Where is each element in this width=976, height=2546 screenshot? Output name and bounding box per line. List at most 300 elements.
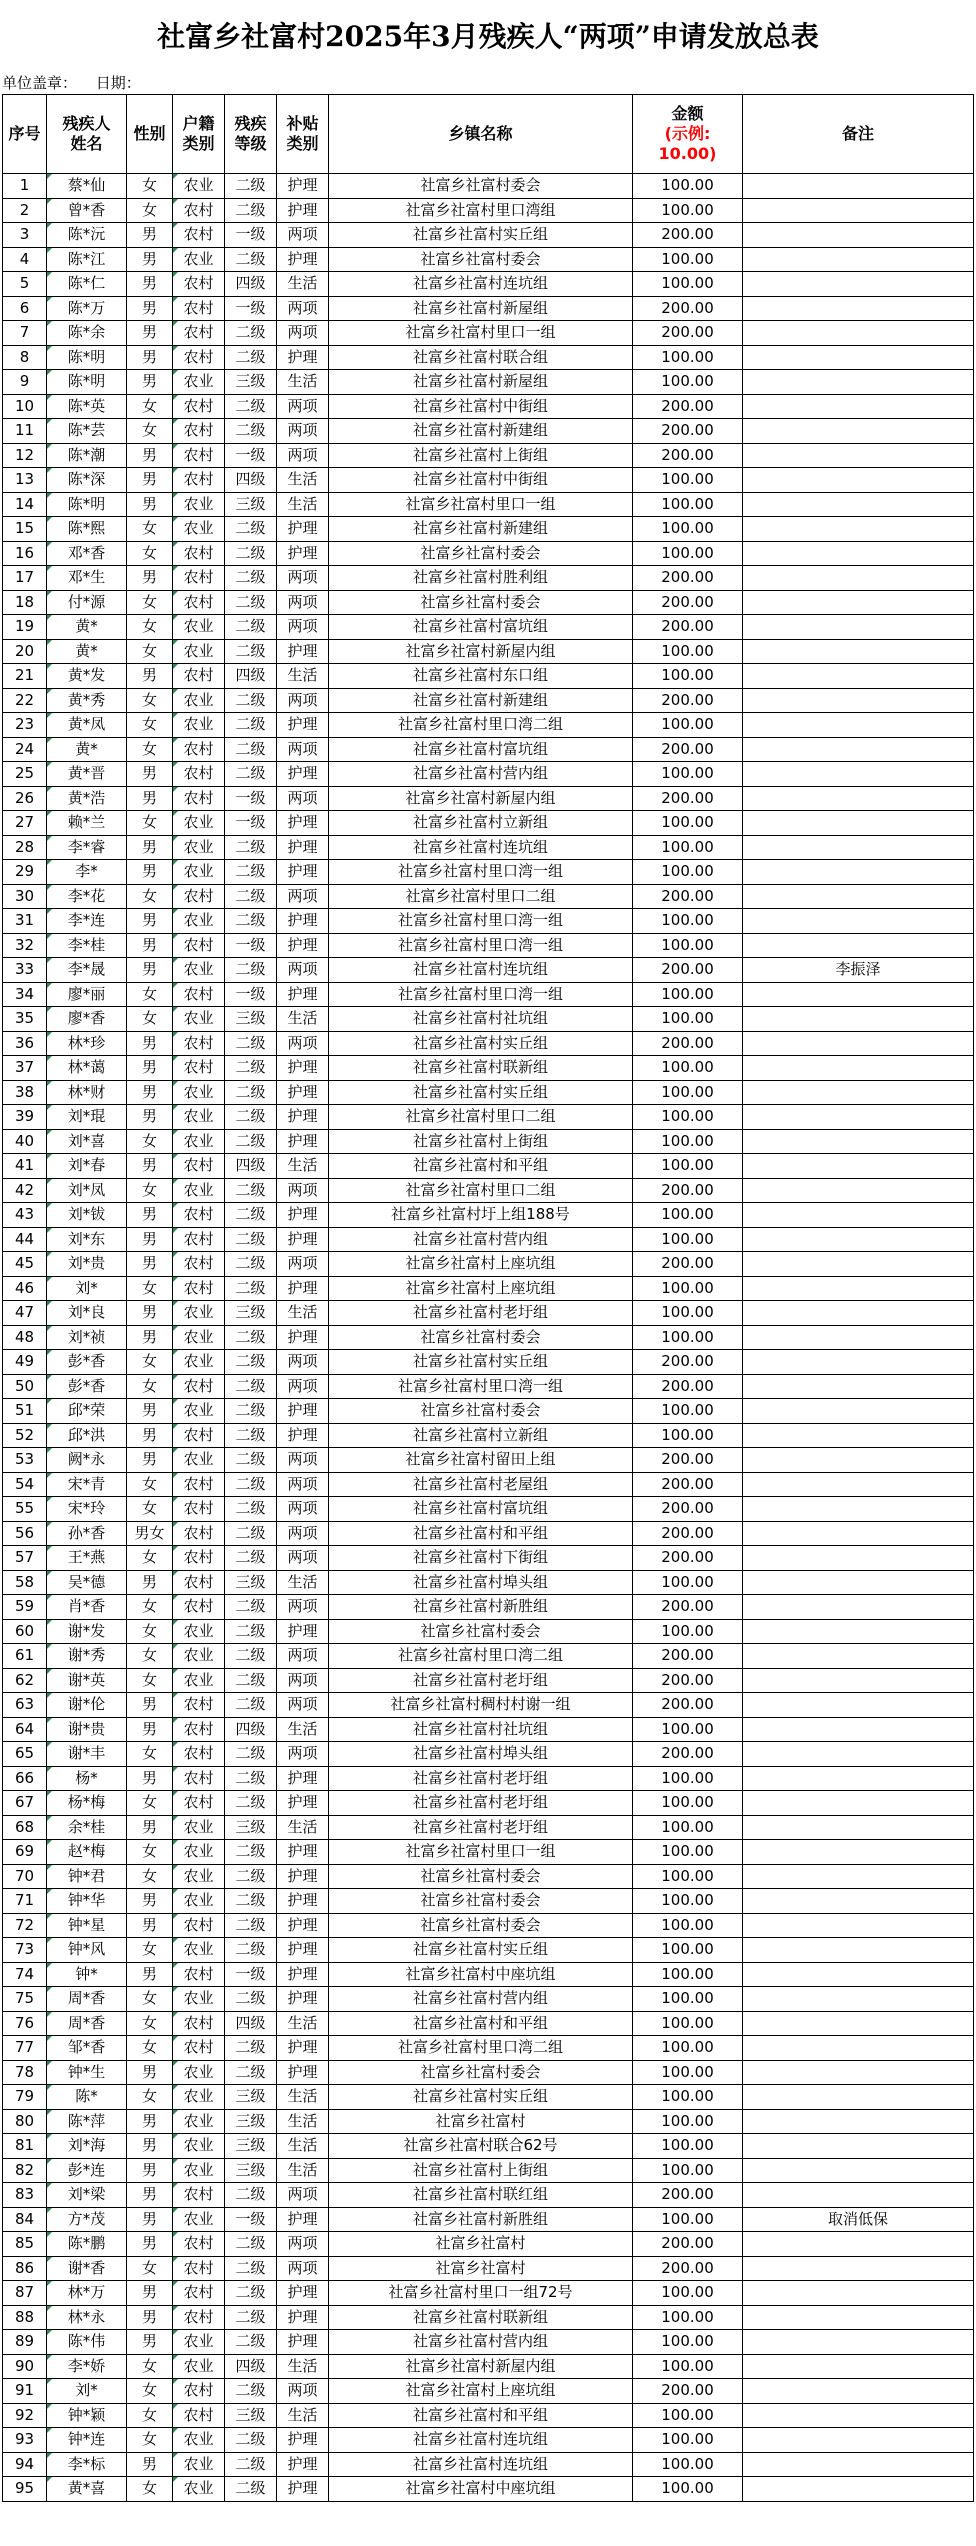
cell-town: 社富乡社富村和平组 (329, 1521, 633, 1546)
cell-gender: 女 (127, 1497, 173, 1522)
cell-amount: 100.00 (633, 1619, 743, 1644)
cell-seq: 94 (3, 2452, 47, 2477)
cell-amount: 200.00 (633, 884, 743, 909)
cell-note (743, 835, 974, 860)
cell-note (743, 1546, 974, 1571)
cell-hukou: 农村 (173, 1717, 225, 1742)
cell-hukou: 农村 (173, 2036, 225, 2061)
cell-note (743, 2158, 974, 2183)
cell-seq: 11 (3, 419, 47, 444)
cell-hukou: 农业 (173, 1938, 225, 1963)
cell-hukou: 农村 (173, 1570, 225, 1595)
cell-amount: 100.00 (633, 2281, 743, 2306)
cell-seq: 1 (3, 174, 47, 199)
table-row (3, 1203, 974, 1228)
cell-level: 二级 (225, 1056, 277, 1081)
cell-gender: 男 (127, 1717, 173, 1742)
cell-amount: 100.00 (633, 2060, 743, 2085)
cell-hukou: 农业 (173, 2428, 225, 2453)
cell-gender: 男 (127, 1301, 173, 1326)
cell-level: 一级 (225, 2207, 277, 2232)
cell-level: 二级 (225, 1668, 277, 1693)
cell-amount: 200.00 (633, 1497, 743, 1522)
cell-name: 钟* (47, 1962, 127, 1987)
cell-subsidy: 两项 (277, 2183, 329, 2208)
cell-subsidy: 生活 (277, 1717, 329, 1742)
cell-level: 二级 (225, 1105, 277, 1130)
cell-amount: 100.00 (633, 1815, 743, 1840)
cell-name: 刘*海 (47, 2134, 127, 2159)
cell-name: 付*源 (47, 590, 127, 615)
cell-seq: 8 (3, 345, 47, 370)
cell-note (743, 1913, 974, 1938)
cell-hukou: 农村 (173, 1595, 225, 1620)
cell-name: 李* (47, 860, 127, 885)
cell-note: 取消低保 (743, 2207, 974, 2232)
cell-seq: 13 (3, 468, 47, 493)
cell-seq: 92 (3, 2403, 47, 2428)
cell-seq: 9 (3, 370, 47, 395)
cell-gender: 女 (127, 1546, 173, 1571)
cell-seq: 80 (3, 2109, 47, 2134)
cell-gender: 男 (127, 1203, 173, 1228)
cell-subsidy: 护理 (277, 933, 329, 958)
cell-seq: 6 (3, 296, 47, 321)
cell-amount: 100.00 (633, 1276, 743, 1301)
cell-name: 李*娇 (47, 2354, 127, 2379)
cell-amount: 200.00 (633, 321, 743, 346)
cell-gender: 女 (127, 1595, 173, 1620)
cell-gender: 男 (127, 443, 173, 468)
cell-subsidy: 护理 (277, 1889, 329, 1914)
cell-town: 社富乡社富村连坑组 (329, 835, 633, 860)
cell-seq: 4 (3, 247, 47, 272)
cell-hukou: 农村 (173, 1766, 225, 1791)
cell-hukou: 农村 (173, 2011, 225, 2036)
cell-name: 孙*香 (47, 1521, 127, 1546)
cell-gender: 男 (127, 2232, 173, 2257)
cell-amount: 200.00 (633, 1448, 743, 1473)
cell-hukou: 农业 (173, 639, 225, 664)
cell-seq: 32 (3, 933, 47, 958)
header-amount-line1: 金额 (671, 104, 704, 123)
header-town: 乡镇名称 (329, 95, 633, 174)
cell-town: 社富乡社富村老屋组 (329, 1472, 633, 1497)
cell-note (743, 1595, 974, 1620)
header-amount-example: (示例: (664, 124, 711, 143)
cell-town: 社富乡社富村营内组 (329, 1987, 633, 2012)
cell-seq: 58 (3, 1570, 47, 1595)
cell-subsidy: 护理 (277, 1913, 329, 1938)
cell-level: 三级 (225, 1815, 277, 1840)
cell-level: 二级 (225, 1203, 277, 1228)
cell-town: 社富乡社富村埠头组 (329, 1742, 633, 1767)
cell-name: 陈* (47, 2085, 127, 2110)
cell-amount: 100.00 (633, 2428, 743, 2453)
cell-name: 邱*洪 (47, 1423, 127, 1448)
cell-name: 方*茂 (47, 2207, 127, 2232)
cell-level: 二级 (225, 1619, 277, 1644)
table-row (3, 1987, 974, 2012)
cell-level: 二级 (225, 1423, 277, 1448)
cell-note (743, 982, 974, 1007)
cell-seq: 36 (3, 1031, 47, 1056)
cell-note (743, 1423, 974, 1448)
cell-hukou: 农村 (173, 2305, 225, 2330)
cell-level: 二级 (225, 1031, 277, 1056)
cell-gender: 男 (127, 2158, 173, 2183)
cell-town: 社富乡社富村上街组 (329, 443, 633, 468)
cell-amount: 200.00 (633, 419, 743, 444)
cell-name: 黄*喜 (47, 2477, 127, 2502)
cell-name: 刘*春 (47, 1154, 127, 1179)
table-row (3, 1301, 974, 1326)
cell-gender: 男 (127, 1252, 173, 1277)
cell-town: 社富乡社富村圩上组188号 (329, 1203, 633, 1228)
cell-level: 二级 (225, 590, 277, 615)
cell-subsidy: 护理 (277, 2036, 329, 2061)
cell-town: 社富乡社富村和平组 (329, 2403, 633, 2428)
cell-gender: 女 (127, 2403, 173, 2428)
table-row (3, 1742, 974, 1767)
cell-gender: 男 (127, 2452, 173, 2477)
table-row (3, 2256, 974, 2281)
cell-hukou: 农业 (173, 2085, 225, 2110)
cell-name: 刘*梁 (47, 2183, 127, 2208)
table-row (3, 688, 974, 713)
table-row (3, 1668, 974, 1693)
cell-amount: 200.00 (633, 1178, 743, 1203)
cell-name: 廖*香 (47, 1007, 127, 1032)
cell-town: 社富乡社富村联合组 (329, 345, 633, 370)
cell-level: 二级 (225, 394, 277, 419)
cell-subsidy: 护理 (277, 541, 329, 566)
cell-town: 社富乡社富村里口二组 (329, 1178, 633, 1203)
cell-subsidy: 护理 (277, 1840, 329, 1865)
cell-subsidy: 生活 (277, 1007, 329, 1032)
cell-name: 陈*伟 (47, 2330, 127, 2355)
cell-gender: 男 (127, 1325, 173, 1350)
cell-town: 社富乡社富村富坑组 (329, 615, 633, 640)
cell-subsidy: 护理 (277, 762, 329, 787)
cell-note (743, 1570, 974, 1595)
cell-level: 二级 (225, 1521, 277, 1546)
cell-name: 宋*玲 (47, 1497, 127, 1522)
cell-name: 李*标 (47, 2452, 127, 2477)
cell-hukou: 农业 (173, 615, 225, 640)
cell-level: 一级 (225, 223, 277, 248)
cell-hukou: 农村 (173, 1203, 225, 1228)
cell-gender: 女 (127, 1938, 173, 1963)
cell-amount: 100.00 (633, 762, 743, 787)
cell-note (743, 321, 974, 346)
cell-subsidy: 两项 (277, 2232, 329, 2257)
table-row (3, 664, 974, 689)
cell-level: 二级 (225, 860, 277, 885)
cell-hukou: 农村 (173, 2281, 225, 2306)
table-row (3, 492, 974, 517)
cell-note (743, 1105, 974, 1130)
cell-name: 钟*华 (47, 1889, 127, 1914)
cell-town: 社富乡社富村新屋组 (329, 296, 633, 321)
cell-gender: 男 (127, 223, 173, 248)
table-row (3, 2036, 974, 2061)
cell-subsidy: 两项 (277, 1644, 329, 1669)
cell-name: 刘* (47, 1276, 127, 1301)
table-row (3, 2011, 974, 2036)
cell-name: 林*珍 (47, 1031, 127, 1056)
cell-note (743, 1693, 974, 1718)
table-row (3, 2477, 974, 2502)
table-row (3, 541, 974, 566)
cell-level: 二级 (225, 1889, 277, 1914)
cell-note (743, 174, 974, 199)
cell-note (743, 1497, 974, 1522)
header-name-line1: 残疾人 (62, 114, 111, 133)
cell-amount: 100.00 (633, 2403, 743, 2428)
disability-subsidy-table-wrapper (2, 94, 973, 2502)
cell-subsidy: 护理 (277, 1962, 329, 1987)
cell-level: 二级 (225, 1399, 277, 1424)
cell-level: 三级 (225, 2109, 277, 2134)
cell-amount: 100.00 (633, 1570, 743, 1595)
cell-name: 赵*梅 (47, 1840, 127, 1865)
cell-level: 二级 (225, 1644, 277, 1669)
cell-amount: 200.00 (633, 737, 743, 762)
cell-hukou: 农村 (173, 664, 225, 689)
table-row (3, 713, 974, 738)
cell-seq: 25 (3, 762, 47, 787)
table-row (3, 1276, 974, 1301)
cell-town: 社富乡社富村富坑组 (329, 737, 633, 762)
cell-gender: 男 (127, 786, 173, 811)
table-row (3, 1717, 974, 1742)
cell-subsidy: 护理 (277, 2207, 329, 2232)
cell-gender: 男 (127, 492, 173, 517)
cell-subsidy: 两项 (277, 296, 329, 321)
cell-gender: 女 (127, 1472, 173, 1497)
cell-note (743, 566, 974, 591)
table-row (3, 2452, 974, 2477)
cell-hukou: 农业 (173, 1987, 225, 2012)
header-hukou-line1: 户籍 (182, 114, 215, 133)
cell-town: 社富乡社富村联新组 (329, 2305, 633, 2330)
cell-note (743, 615, 974, 640)
cell-gender: 男 (127, 247, 173, 272)
cell-level: 二级 (225, 713, 277, 738)
cell-hukou: 农业 (173, 1350, 225, 1375)
cell-amount: 100.00 (633, 933, 743, 958)
cell-hukou: 农业 (173, 2477, 225, 2502)
cell-note (743, 2109, 974, 2134)
cell-gender: 女 (127, 1668, 173, 1693)
cell-name: 钟*连 (47, 2428, 127, 2453)
table-row (3, 737, 974, 762)
cell-seq: 17 (3, 566, 47, 591)
cell-subsidy: 护理 (277, 1105, 329, 1130)
cell-note (743, 639, 974, 664)
cell-seq: 34 (3, 982, 47, 1007)
cell-level: 二级 (225, 1325, 277, 1350)
cell-hukou: 农业 (173, 2158, 225, 2183)
cell-seq: 24 (3, 737, 47, 762)
cell-gender: 男 (127, 321, 173, 346)
cell-subsidy: 护理 (277, 1864, 329, 1889)
cell-amount: 200.00 (633, 615, 743, 640)
cell-town: 社富乡社富村社坑组 (329, 1717, 633, 1742)
cell-subsidy: 两项 (277, 443, 329, 468)
cell-level: 二级 (225, 2452, 277, 2477)
cell-gender: 男 (127, 1962, 173, 1987)
cell-town: 社富乡社富村和平组 (329, 2011, 633, 2036)
cell-subsidy: 生活 (277, 272, 329, 297)
cell-name: 阙*永 (47, 1448, 127, 1473)
cell-name: 刘*凤 (47, 1178, 127, 1203)
cell-gender: 男 (127, 2183, 173, 2208)
table-row (3, 1056, 974, 1081)
cell-seq: 48 (3, 1325, 47, 1350)
cell-amount: 200.00 (633, 394, 743, 419)
cell-subsidy: 两项 (277, 1521, 329, 1546)
cell-seq: 29 (3, 860, 47, 885)
cell-level: 二级 (225, 1227, 277, 1252)
cell-amount: 200.00 (633, 2256, 743, 2281)
table-row (3, 1105, 974, 1130)
cell-seq: 73 (3, 1938, 47, 1963)
table-row (3, 1962, 974, 1987)
table-row (3, 2207, 974, 2232)
cell-level: 二级 (225, 1864, 277, 1889)
cell-gender: 女 (127, 811, 173, 836)
cell-note (743, 223, 974, 248)
cell-amount: 100.00 (633, 345, 743, 370)
cell-gender: 男 (127, 566, 173, 591)
cell-hukou: 农业 (173, 1668, 225, 1693)
table-row (3, 590, 974, 615)
cell-name: 王*燕 (47, 1546, 127, 1571)
cell-seq: 2 (3, 198, 47, 223)
cell-name: 林*蔼 (47, 1056, 127, 1081)
cell-hukou: 农业 (173, 247, 225, 272)
cell-seq: 90 (3, 2354, 47, 2379)
cell-amount: 100.00 (633, 1056, 743, 1081)
cell-name: 李*连 (47, 909, 127, 934)
cell-amount: 100.00 (633, 247, 743, 272)
table-row (3, 835, 974, 860)
table-row (3, 174, 974, 199)
cell-gender: 男 (127, 1693, 173, 1718)
cell-town: 社富乡社富村里口二组 (329, 1105, 633, 1130)
cell-gender: 男 (127, 1423, 173, 1448)
cell-amount: 200.00 (633, 2183, 743, 2208)
cell-level: 二级 (225, 1938, 277, 1963)
table-row (3, 345, 974, 370)
cell-seq: 86 (3, 2256, 47, 2281)
cell-name: 李*晟 (47, 958, 127, 983)
cell-town: 社富乡社富村实丘组 (329, 223, 633, 248)
cell-seq: 85 (3, 2232, 47, 2257)
cell-amount: 100.00 (633, 517, 743, 542)
cell-town: 社富乡社富村下街组 (329, 1546, 633, 1571)
cell-town: 社富乡社富村新建组 (329, 688, 633, 713)
cell-hukou: 农村 (173, 2232, 225, 2257)
cell-name: 谢*发 (47, 1619, 127, 1644)
cell-seq: 76 (3, 2011, 47, 2036)
cell-hukou: 农业 (173, 835, 225, 860)
cell-hukou: 农村 (173, 1031, 225, 1056)
cell-level: 四级 (225, 664, 277, 689)
cell-level: 二级 (225, 419, 277, 444)
cell-level: 四级 (225, 272, 277, 297)
cell-level: 二级 (225, 1129, 277, 1154)
cell-town: 社富乡社富村和平组 (329, 1154, 633, 1179)
cell-amount: 100.00 (633, 1399, 743, 1424)
cell-amount: 100.00 (633, 1154, 743, 1179)
cell-seq: 40 (3, 1129, 47, 1154)
cell-gender: 男 (127, 345, 173, 370)
cell-note (743, 1007, 974, 1032)
cell-town: 社富乡社富村委会 (329, 1889, 633, 1914)
cell-note (743, 1889, 974, 1914)
cell-name: 陈*鹏 (47, 2232, 127, 2257)
cell-gender: 男 (127, 1570, 173, 1595)
cell-subsidy: 生活 (277, 370, 329, 395)
cell-hukou: 农村 (173, 1276, 225, 1301)
cell-level: 三级 (225, 2085, 277, 2110)
cell-subsidy: 两项 (277, 1693, 329, 1718)
cell-seq: 30 (3, 884, 47, 909)
cell-gender: 男 (127, 762, 173, 787)
cell-gender: 女 (127, 1350, 173, 1375)
cell-hukou: 农村 (173, 737, 225, 762)
cell-gender: 女 (127, 419, 173, 444)
cell-subsidy: 两项 (277, 1497, 329, 1522)
table-row (3, 198, 974, 223)
cell-subsidy: 两项 (277, 394, 329, 419)
cell-amount: 100.00 (633, 541, 743, 566)
cell-seq: 51 (3, 1399, 47, 1424)
cell-seq: 87 (3, 2281, 47, 2306)
cell-seq: 22 (3, 688, 47, 713)
cell-gender: 女 (127, 688, 173, 713)
cell-amount: 100.00 (633, 1987, 743, 2012)
cell-hukou: 农业 (173, 2354, 225, 2379)
cell-seq: 53 (3, 1448, 47, 1473)
cell-hukou: 农业 (173, 1815, 225, 1840)
cell-seq: 42 (3, 1178, 47, 1203)
cell-name: 钟*风 (47, 1938, 127, 1963)
cell-seq: 55 (3, 1497, 47, 1522)
cell-name: 蔡*仙 (47, 174, 127, 199)
cell-note (743, 713, 974, 738)
table-row (3, 2134, 974, 2159)
cell-name: 周*香 (47, 2011, 127, 2036)
cell-town: 社富乡社富村里口一组 (329, 1840, 633, 1865)
table-row (3, 958, 974, 983)
cell-note (743, 1129, 974, 1154)
cell-gender: 男 (127, 2109, 173, 2134)
cell-level: 二级 (225, 1913, 277, 1938)
cell-note (743, 370, 974, 395)
table-row (3, 1178, 974, 1203)
cell-amount: 200.00 (633, 566, 743, 591)
cell-name: 余*桂 (47, 1815, 127, 1840)
cell-seq: 79 (3, 2085, 47, 2110)
cell-seq: 66 (3, 1766, 47, 1791)
cell-amount: 100.00 (633, 1301, 743, 1326)
cell-amount: 100.00 (633, 2134, 743, 2159)
cell-town: 社富乡社富村里口湾二组 (329, 713, 633, 738)
